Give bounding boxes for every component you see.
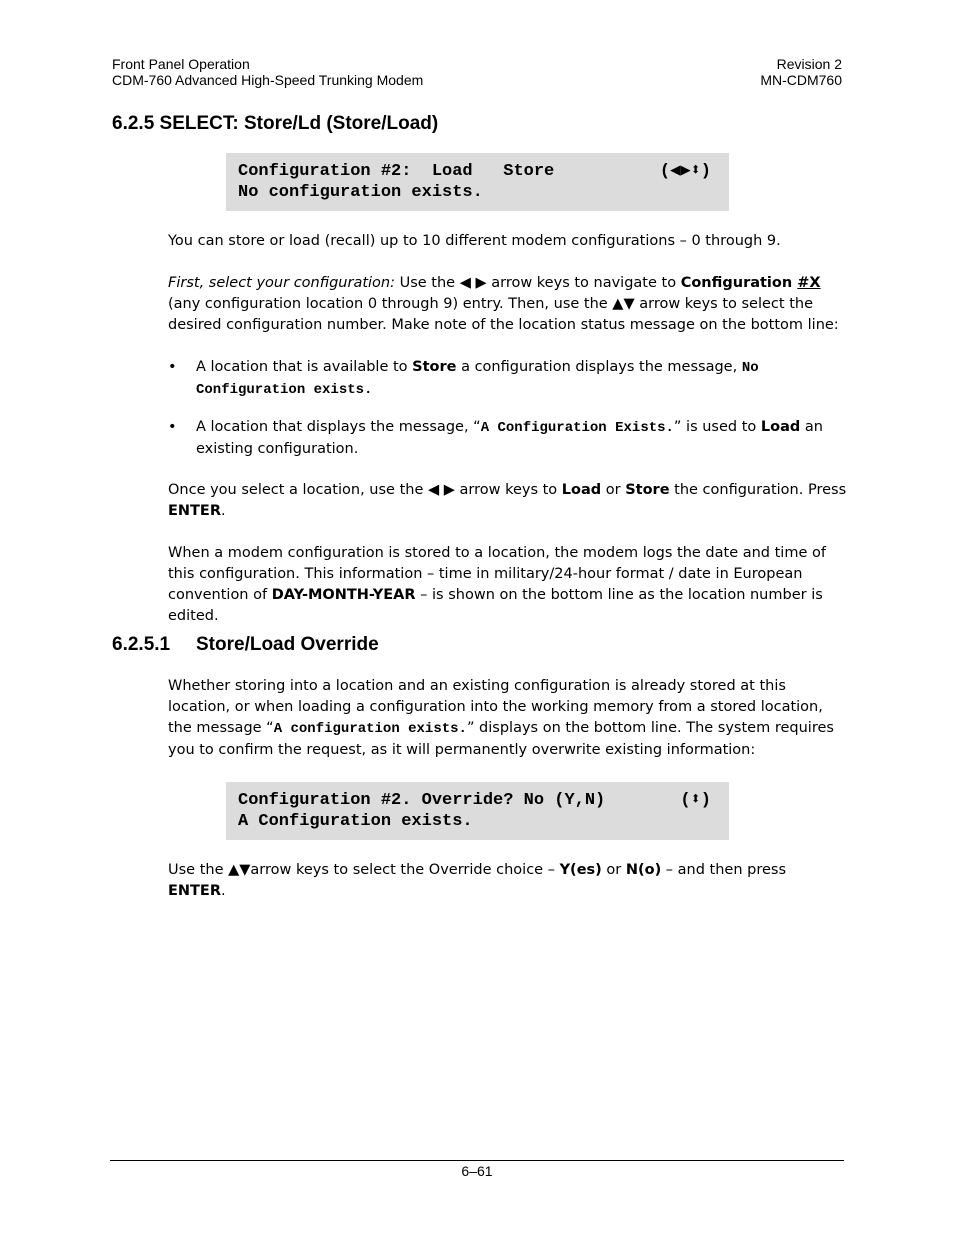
lcd-line-1: Configuration #2. Override? No (Y,N) [238, 791, 606, 810]
page-number: 6–61 [461, 1163, 493, 1179]
header-revision: Revision 2 [776, 56, 842, 72]
up-down-keys-icon: (⬍) [680, 791, 711, 810]
lcd-display-store-load [226, 153, 729, 211]
lcd-display-override [226, 782, 729, 840]
header-product: CDM-760 Advanced High-Speed Trunking Modem [112, 72, 424, 88]
subsection-number: 6.2.5.1 [112, 634, 171, 655]
lcd-message-inline: A Configuration Exists. [480, 420, 674, 436]
list-item: • A location that is available to Store a configuration displays the message, No Configuration exists. [168, 359, 759, 398]
arrow-keys-icon: (◀▶⬍) [659, 162, 711, 181]
footer-divider [110, 1160, 844, 1161]
select-config-paragraph: First, select your configuration: Use the ◀ ▶ arrow keys to navigate to Configuration #X (any configuration location 0 through 9) entry. Then, use the ▲▼ arrow keys to select the desired configuration number. Make note of the location status message on the bottom line: [168, 275, 839, 333]
section-title: 6.2.5 SELECT: Store/Ld (Store/Load) [112, 113, 439, 134]
override-choice-paragraph: Use the ▲▼arrow keys to select the Override choice – Y(es) or N(o) – and then press ENTER. [168, 862, 787, 899]
subsection-heading: Store/Load Override [196, 634, 379, 655]
subsection-title [112, 633, 379, 657]
intro-paragraph: You can store or load (recall) up to 10 different modem configurations – 0 through 9. [168, 233, 781, 249]
running-header-left [112, 56, 423, 88]
lcd-message-inline: A configuration exists. [273, 721, 467, 737]
bullet-icon: • [168, 359, 177, 375]
header-manual-id: MN-CDM760 [760, 72, 842, 88]
lcd-line-2: A Configuration exists. [238, 812, 473, 831]
bullet-icon: • [168, 419, 177, 435]
date-log-paragraph: When a modem configuration is stored to a location, the modem logs the date and time of this configuration. This information – time in military/24-hour format / date in European convention of DAY-MONTH-YEAR – is shown on the bottom line as the location number is edited. [168, 545, 826, 624]
running-header-right [760, 56, 842, 88]
header-chapter: Front Panel Operation [112, 56, 250, 72]
list-item: • A location that displays the message, “A Configuration Exists.” is used to Load an existing configuration. [168, 419, 823, 457]
lcd-line-2: No configuration exists. [238, 183, 483, 202]
override-paragraph: Whether storing into a location and an existing configuration is already stored at this location, or when loading a configuration into the working memory from a stored location, the message “A configuration exists.” displays on the bottom line. The system requires you to confirm the request, as it will permanently overwrite existing information: [168, 678, 834, 758]
lead-in-italic: First, select your configuration: [168, 275, 395, 291]
select-location-paragraph: Once you select a location, use the ◀ ▶ arrow keys to Load or Store the configuration. Press ENTER. [168, 482, 847, 519]
lcd-message-inline: No Configuration exists. [196, 360, 759, 398]
lcd-line-1: Configuration #2: Load Store [238, 162, 555, 181]
